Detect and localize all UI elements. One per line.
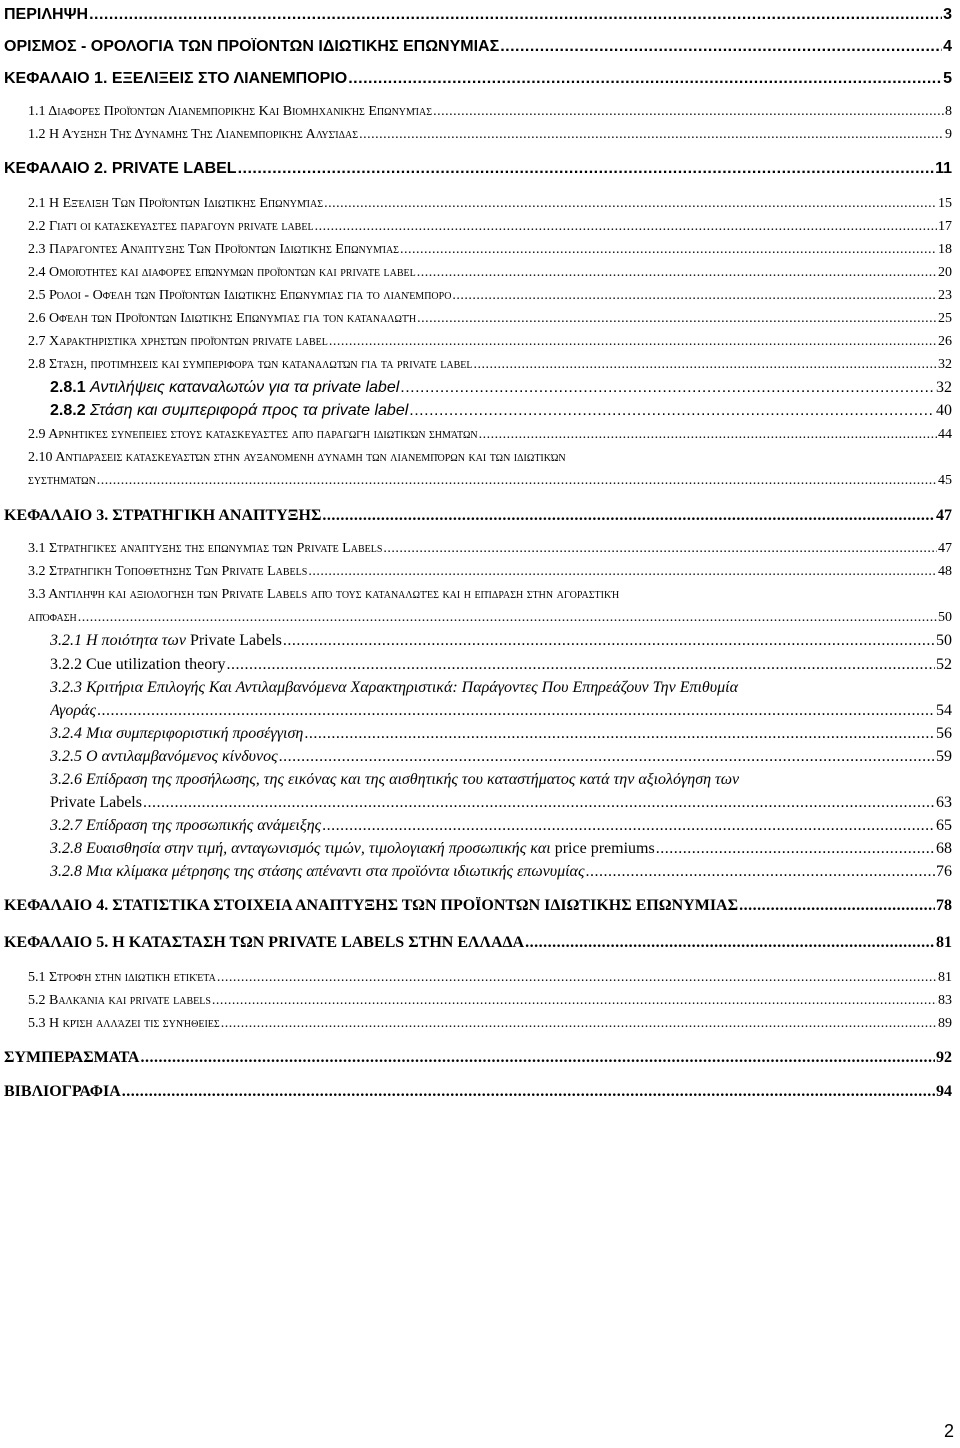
toc-entry-line	[28, 587, 619, 603]
toc-entry-title: 2.7 Χαρακτηριστικά χρηστών προϊόντων private label	[28, 334, 328, 349]
toc-entry-title: 3.1 Στρατηγικές ανάπτυξης της επωνυμίας των Private Labels	[28, 541, 383, 556]
toc-entry-text: Αντιλήψεις καταναλωτών για τα private label	[90, 379, 400, 396]
toc-entry-title: 2.5 Ρόλοι - Οφέλη των Προϊόντων Ιδιωτικής Επωνυμίας για το λιανέμπορο	[28, 288, 452, 303]
toc-entry-page: 56	[936, 725, 952, 742]
toc-entry-text: Μια κλίμακα μέτρησης της στάσης απέναντι στα προϊόντα ιδιωτικής επωνυμίας	[86, 863, 585, 880]
toc-entry-page: 68	[936, 840, 952, 857]
toc-leader	[227, 656, 935, 674]
toc-leader	[238, 160, 935, 178]
toc-leader	[324, 196, 937, 212]
toc-entry[interactable]	[28, 242, 952, 258]
toc-entry[interactable]	[28, 541, 952, 557]
toc-entry[interactable]	[28, 1016, 952, 1032]
toc-entry-title	[50, 840, 655, 858]
toc-entry-text: Η ποιότητα των	[86, 632, 186, 649]
toc-entry-page: 8	[945, 104, 952, 119]
toc-entry-title: ΣΥΜΠΕΡΑΣΜΑΤΑ	[4, 1049, 140, 1066]
toc-entry-title: 1.1 Διαφορές Προϊόντων Λιανεμπορικής Και Βιομηχανικής Επωνυμίας	[28, 104, 433, 119]
toc-leader	[304, 725, 935, 743]
toc-leader	[433, 104, 944, 120]
toc-entry[interactable]	[4, 507, 952, 525]
toc-entry-number: 3.2.8	[50, 840, 82, 857]
toc-entry-title: 3.2.2 Cue utilization theory	[50, 656, 226, 673]
toc-entry-page: 50	[938, 610, 952, 625]
toc-entry[interactable]	[28, 970, 952, 986]
toc-entry[interactable]	[28, 265, 952, 281]
toc-entry[interactable]	[28, 104, 952, 120]
toc-entry-page: 25	[938, 311, 952, 326]
toc-entry-page: 15	[938, 196, 952, 211]
toc-entry[interactable]	[50, 402, 952, 420]
toc-entry-page: 63	[936, 794, 952, 811]
toc-leader	[348, 70, 942, 88]
toc-entry-page: 65	[936, 817, 952, 834]
toc-leader	[417, 265, 937, 281]
toc-entry-title: 2.2 Γιατί οι κατασκευαστές παράγουν private label	[28, 219, 314, 234]
toc-entry-title	[50, 379, 399, 397]
toc-entry-title: ΚΕΦΑΛΑΙΟ 1. ΕΞΕΛΙΞΕΙΣ ΣΤΟ ΛΙΑΝΕΜΠΟΡΙΟ	[4, 70, 348, 87]
toc-entry-title: 5.2 Βαλκάνια και private labels	[28, 993, 211, 1008]
toc-entry-title: 1.2 Η Αύξηση Της Δύναμης Της Λιανεμπορικής Αλυσίδας	[28, 127, 359, 142]
toc-leader	[739, 897, 935, 915]
toc-entry-page: 9	[945, 127, 952, 142]
toc-entry-number: 2.8.1	[50, 379, 86, 396]
toc-entry-title	[50, 863, 584, 881]
toc-leader	[122, 1083, 935, 1101]
toc-leader	[585, 863, 935, 881]
toc-entry-page: 81	[938, 970, 952, 985]
toc-entry-title-continued: συστημάτων	[28, 473, 96, 488]
toc-entry-number: 2.8.2	[50, 402, 86, 419]
toc-entry-page: 48	[938, 564, 952, 579]
toc-leader	[409, 402, 935, 420]
toc-entry-title	[50, 402, 408, 420]
toc-entry[interactable]	[4, 6, 952, 24]
toc-leader	[322, 817, 935, 835]
toc-entry[interactable]	[50, 379, 952, 397]
toc-entry[interactable]	[28, 610, 952, 626]
toc-entry[interactable]	[28, 473, 952, 489]
toc-entry-number: 3.2.7	[50, 817, 82, 834]
toc-leader	[383, 541, 937, 557]
toc-entry[interactable]	[50, 656, 952, 674]
toc-entry-page: 23	[938, 288, 952, 303]
toc-leader	[217, 970, 937, 986]
toc-entry-page: 32	[936, 379, 952, 396]
toc-entry-text: Ο αντιλαμβανόμενος κίνδυνος	[86, 748, 278, 765]
toc-entry-page: 47	[936, 507, 952, 524]
toc-leader	[315, 219, 937, 235]
toc-leader	[283, 632, 935, 650]
toc-entry-line	[50, 771, 739, 789]
toc-entry-page: 44	[938, 427, 952, 442]
toc-entry-page: 17	[938, 219, 952, 234]
toc-entry-title	[50, 725, 303, 743]
toc-entry[interactable]	[28, 334, 952, 350]
toc-entry-title: 2.3 Παράγοντες Ανάπτυξης Των Προϊόντων Ιδιωτικής Επωνυμίας	[28, 242, 399, 257]
toc-entry[interactable]	[28, 993, 952, 1009]
toc-entry[interactable]	[28, 288, 952, 304]
toc-leader	[97, 473, 937, 489]
toc-entry-title: Επίδραση της προσήλωσης, της εικόνας και της αισθητικής του καταστήματος κατά την αξιολόγηση των	[86, 771, 740, 788]
toc-entry[interactable]	[28, 564, 952, 580]
toc-entry-page: 92	[936, 1049, 952, 1066]
toc-entry-page: 5	[943, 70, 952, 87]
toc-entry-title: 2.1 Η Εξέλιξη Των Προϊόντων Ιδιωτικής Επωνυμίας	[28, 196, 324, 211]
toc-entry[interactable]	[28, 357, 952, 373]
toc-entry[interactable]	[4, 38, 952, 56]
toc-entry-title-continued: απόφαση	[28, 610, 77, 625]
toc-entry-title: 2.9 Αρνητικές συνέπειες στους κατασκευαστές από παραγωγή ιδιωτικών σημάτων	[28, 427, 478, 442]
toc-entry-text-upright: price premiums	[554, 840, 655, 857]
toc-entry-text: Μια συμπεριφοριστική προσέγγιση	[86, 725, 304, 742]
toc-entry[interactable]	[50, 794, 952, 812]
toc-leader	[78, 610, 937, 626]
toc-entry-page: 3	[943, 6, 952, 23]
toc-entry[interactable]	[4, 1083, 952, 1101]
toc-entry-title: 3.2 Στρατηγική Τοποθέτησης Των Private Labels	[28, 564, 308, 579]
toc-entry[interactable]	[4, 1049, 952, 1067]
toc-leader	[479, 427, 937, 443]
toc-entry-page: 18	[938, 242, 952, 257]
toc-entry-page: 89	[938, 1016, 952, 1031]
toc-entry-page: 4	[943, 38, 952, 55]
toc-entry-title: 3.3 Αντίληψη και αξιολόγηση των Private Labels από τους καταναλωτές και η επίδραση στην αγοραστική	[28, 587, 620, 602]
toc-entry-title: 2.10 Αντιδράσεις κατασκευαστών στην αυξανόμενη δύναμη των λιανεμπόρων και των ιδιωτικών	[28, 450, 566, 465]
toc-entry-text: Επίδραση της προσωπικής ανάμειξης	[86, 817, 322, 834]
toc-entry-title: 2.6 Οφέλη των Προϊόντων Ιδιωτικής Επωνυμίας για τον καταναλωτή	[28, 311, 417, 326]
toc-leader	[452, 288, 937, 304]
toc-leader	[140, 1049, 935, 1067]
toc-entry-title	[50, 817, 321, 835]
toc-entry-title: Κριτήρια Επιλογής Και Αντιλαμβανόμενα Χαρακτηριστικά: Παράγοντες Που Επηρεάζουν Την Επιθυμία	[86, 679, 739, 696]
toc-entry-title: ΚΕΦΑΛΑΙΟ 3. ΣΤΡΑΤΗΓΙΚΗ ΑΝΑΠΤΥΞΗΣ	[4, 507, 322, 524]
toc-leader	[500, 38, 942, 56]
toc-entry-title: 2.8 Στάση, προτιμήσεις και συμπεριφορά των καταναλωτών για τα private label	[28, 357, 473, 372]
toc-leader	[329, 334, 937, 350]
toc-entry-page: 54	[936, 702, 952, 719]
toc-leader	[656, 840, 935, 858]
toc-entry[interactable]	[50, 725, 952, 743]
toc-entry-title	[50, 632, 282, 650]
toc-entry-title: ΒΙΒΛΙΟΓΡΑΦΙΑ	[4, 1083, 121, 1100]
toc-entry[interactable]	[4, 934, 952, 952]
toc-leader	[417, 311, 937, 327]
toc-leader	[400, 379, 935, 397]
toc-entry-number: 3.2.3	[50, 679, 82, 696]
toc-entry-text: Ευαισθησία στην τιμή, ανταγωνισμός τιμών, τιμολογιακή προσωπικής και	[86, 840, 551, 857]
toc-entry-number: 3.2.5	[50, 748, 82, 765]
toc-entry[interactable]	[50, 632, 952, 650]
toc-entry-page: 47	[938, 541, 952, 556]
toc-entry[interactable]	[50, 702, 952, 720]
toc-entry-title: ΚΕΦΑΛΑΙΟ 2. PRIVATE LABEL	[4, 160, 237, 177]
toc-leader	[474, 357, 937, 373]
toc-entry[interactable]	[50, 863, 952, 881]
toc-entry-title: ΚΕΦΑΛΑΙΟ 4. ΣΤΑΤΙΣΤΙΚΑ ΣΤΟΙΧΕΙΑ ΑΝΑΠΤΥΞΗΣ ΤΩΝ ΠΡΟΪΟΝΤΩΝ ΙΔΙΩΤΙΚΗΣ ΕΠΩΝΥΜΙΑΣ	[4, 897, 739, 914]
toc-entry-page: 81	[936, 934, 952, 951]
toc-entry-page: 76	[936, 863, 952, 880]
toc-entry-title: ΠΕΡΙΛΗΨΗ	[4, 6, 89, 23]
toc-entry-line	[50, 679, 738, 697]
toc-entry-page: 94	[936, 1083, 952, 1100]
toc-entry[interactable]	[4, 897, 952, 915]
toc-entry-page: 52	[936, 656, 952, 673]
toc-entry-page: 20	[938, 265, 952, 280]
toc-leader	[221, 1016, 937, 1032]
toc-entry-title	[50, 748, 278, 766]
toc-entry[interactable]	[28, 219, 952, 235]
toc-entry[interactable]	[50, 748, 952, 766]
toc-entry[interactable]	[28, 427, 952, 443]
page-number: 2	[943, 1421, 954, 1441]
toc-entry-page: 32	[938, 357, 952, 372]
toc-leader	[143, 794, 935, 812]
toc-leader	[308, 564, 937, 580]
toc-entry-page: 83	[938, 993, 952, 1008]
toc-entry-number: 3.2.1	[50, 632, 82, 649]
toc-leader	[279, 748, 935, 766]
toc-entry-title-continued: Αγοράς	[50, 702, 96, 719]
toc-entry-title: 5.1 Στροφή στην ιδιωτική ετικέτα	[28, 970, 216, 985]
toc-entry-page: 26	[938, 334, 952, 349]
toc-entry-text-upright: Private Labels	[189, 632, 282, 649]
toc-leader	[400, 242, 937, 258]
toc-entry-title: ΟΡΙΣΜΟΣ - ΟΡΟΛΟΓΙΑ ΤΩΝ ΠΡΟΪΟΝΤΩΝ ΙΔΙΩΤΙΚΗΣ ΕΠΩΝΥΜΙΑΣ	[4, 38, 500, 55]
toc-entry-title: 2.4 Ομοιότητες και διαφορές επώνυμων προϊόντων και private label	[28, 265, 416, 280]
toc-leader	[212, 993, 937, 1009]
toc-leader	[322, 507, 935, 525]
toc-entry-page: 50	[936, 632, 952, 649]
toc-entry-text: Στάση και συμπεριφορά προς τα private label	[90, 402, 409, 419]
toc-entry-page: 11	[935, 160, 952, 177]
toc-entry-number: 3.2.8	[50, 863, 82, 880]
toc-entry[interactable]	[28, 196, 952, 212]
toc-entry[interactable]	[50, 817, 952, 835]
toc-entry-title-continued: Private Labels	[50, 794, 142, 811]
toc-entry[interactable]	[4, 160, 952, 178]
toc-entry-page: 59	[936, 748, 952, 765]
toc-entry-page: 45	[938, 473, 952, 488]
toc-entry-page: 40	[936, 402, 952, 419]
toc-entry[interactable]	[4, 70, 952, 88]
toc-entry-number: 3.2.4	[50, 725, 82, 742]
toc-entry[interactable]	[28, 311, 952, 327]
toc-entry[interactable]	[28, 127, 952, 143]
toc-entry-number: 3.2.6	[50, 771, 82, 788]
toc-entry-line	[28, 450, 566, 466]
toc-entry[interactable]	[50, 840, 952, 858]
toc-leader	[97, 702, 935, 720]
toc-entry-title: 5.3 Η κρίση αλλάζει τις συνήθειες	[28, 1016, 220, 1031]
toc-leader	[89, 6, 942, 24]
toc-entry-page: 78	[936, 897, 952, 914]
toc-leader	[525, 934, 935, 952]
toc-entry-title: ΚΕΦΑΛΑΙΟ 5. Η ΚΑΤΑΣΤΑΣΗ ΤΩΝ PRIVATE LABELS ΣΤΗΝ ΕΛΛΑΔΑ	[4, 934, 525, 951]
toc-leader	[359, 127, 944, 143]
